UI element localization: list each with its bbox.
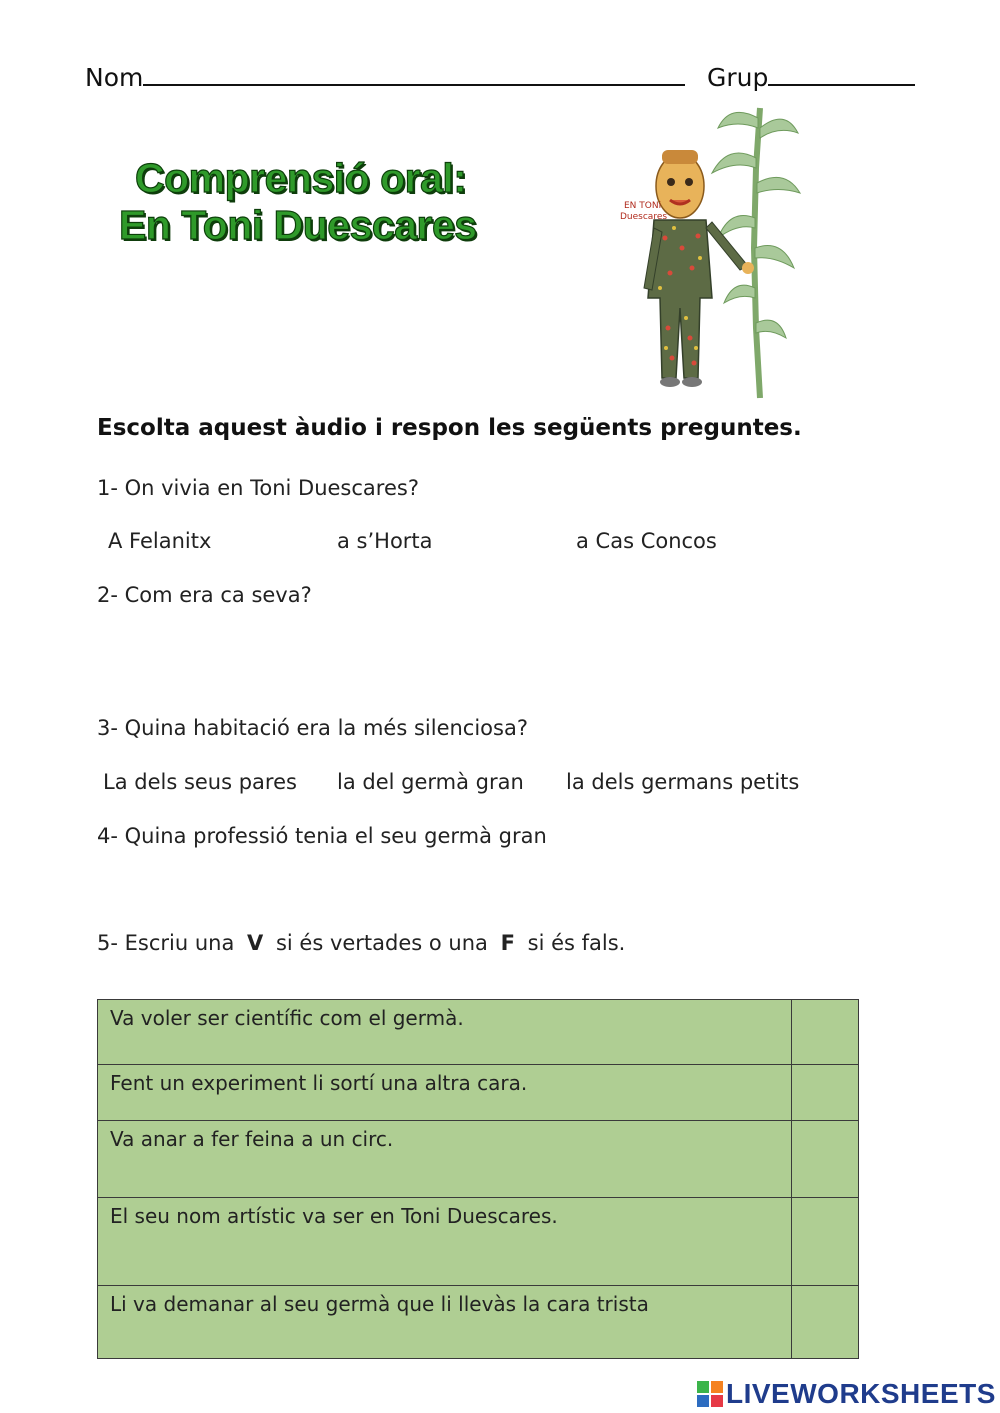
- q3-option-c[interactable]: la dels germans petits: [566, 770, 800, 794]
- table-row: [98, 1121, 859, 1198]
- q5-v-letter: V: [247, 931, 264, 955]
- q3-option-a[interactable]: La dels seus pares: [103, 770, 297, 794]
- q5-middle: si és vertades o una: [275, 931, 488, 955]
- statement-cell: Li va demanar al seu germà que li llevàs la cara trista: [98, 1286, 792, 1359]
- q1-option-b[interactable]: a s’Horta: [337, 529, 433, 553]
- answer-cell[interactable]: [792, 1198, 859, 1286]
- q1-option-a[interactable]: A Felanitx: [108, 529, 212, 553]
- answer-cell[interactable]: [792, 1121, 859, 1198]
- statement-cell: El seu nom artístic va ser en Toni Duescares.: [98, 1198, 792, 1286]
- name-blank-field[interactable]: [143, 62, 685, 86]
- q5-suffix: si és fals.: [527, 931, 626, 955]
- table-row: [98, 1065, 859, 1121]
- statement-cell: Va anar a fer feina a un circ.: [98, 1121, 792, 1198]
- table-row: [98, 1000, 859, 1065]
- title-line-1: Comprensió oral:: [135, 155, 467, 201]
- question-4: 4- Quina professió tenia el seu germà gran: [97, 824, 547, 848]
- question-1: 1- On vivia en Toni Duescares?: [97, 476, 419, 500]
- puppet-illustration: [610, 98, 810, 400]
- q2-answer-area[interactable]: [97, 622, 857, 692]
- puppet-hair: [662, 150, 698, 164]
- table-row: [98, 1198, 859, 1286]
- liveworksheets-logo: [697, 1378, 996, 1410]
- statement-cell: Va voler ser científic com el germà.: [98, 1000, 792, 1065]
- name-label: Nom: [85, 63, 144, 92]
- group-label: Grup: [707, 63, 769, 92]
- liveworksheets-brand: LIVEWORKSHEETS: [726, 1378, 996, 1409]
- answer-cell[interactable]: [792, 1286, 859, 1359]
- question-5: [97, 931, 625, 955]
- question-2: 2- Com era ca seva?: [97, 583, 312, 607]
- question-3: 3- Quina habitació era la més silenciosa?: [97, 716, 528, 740]
- liveworksheets-logo-icon: [697, 1381, 723, 1407]
- answer-cell[interactable]: [792, 1000, 859, 1065]
- illustration-caption-1: EN TONi: [624, 201, 662, 211]
- true-false-table: [97, 999, 859, 1359]
- group-blank-field[interactable]: [768, 62, 915, 86]
- q5-prefix: 5- Escriu una: [97, 931, 235, 955]
- group-label-row: [707, 62, 915, 92]
- q1-option-c[interactable]: a Cas Concos: [576, 529, 717, 553]
- statement-cell: Fent un experiment li sortí una altra cara.: [98, 1065, 792, 1121]
- instruction-text: Escolta aquest àudio i respon les següents preguntes.: [97, 415, 802, 441]
- name-label-row: [85, 62, 685, 92]
- answer-cell[interactable]: [792, 1065, 859, 1121]
- q5-f-letter: F: [500, 931, 515, 955]
- illustration-caption-2: Duescares: [620, 212, 668, 222]
- table-row: [98, 1286, 859, 1359]
- title-line-2: En Toni Duescares: [119, 202, 477, 248]
- q4-answer-area[interactable]: [97, 862, 857, 918]
- q3-option-b[interactable]: la del germà gran: [337, 770, 524, 794]
